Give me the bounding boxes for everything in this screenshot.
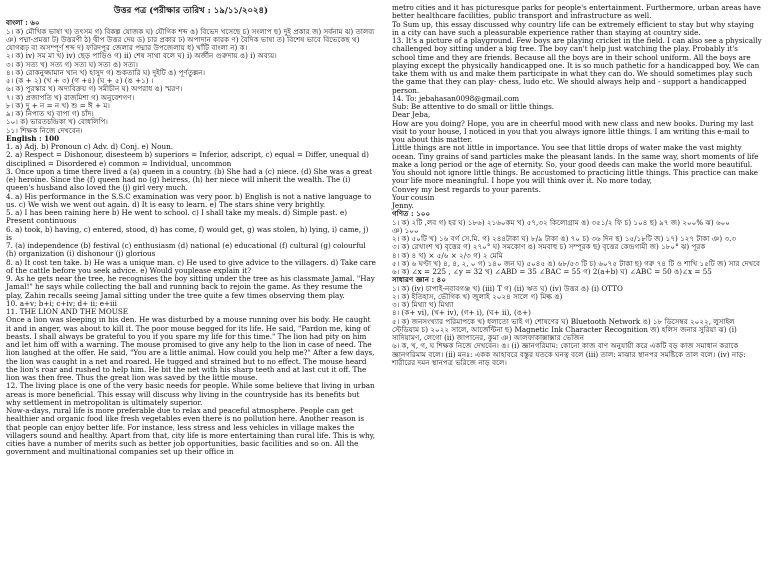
bangla-line: ৭। ক) প্রজাপতি খ) রাজমিশা গ) অনুবেশগণ। — [6, 92, 135, 102]
math-answers — [392, 219, 762, 277]
email-subject: Sub: Be attentive to do small or little things. — [392, 102, 555, 111]
email-body: How are you doing? Hope, you are in cheerful mood with new class and new books. During my last visit to your house, I noticed in you that you always ignore little things. I am writing this e-mail to you about this matter. — [392, 118, 754, 144]
gk-line: ৪। (ক+ vi), (খ+ iv), (গ+ i), (ঘ+ ii), (ঙ+) — [392, 308, 531, 318]
english-line: 13. It's a picture of a playground. Few boys are playing cricket in the field. I can also see a physically challenged boy sitting under a big tree. The boy can't help just watching the play. Probably it's school time and they are friends. Because all the boys are in their school uniform. All the boys are playing except the physically handicapped one. It is so much pathetic for a handicapped boy. We can take them with us and make them participate in what they can do. We should sometimes play such the game that they can play- chess, ludo etc. We should always help and - support a handicapped person. — [392, 36, 762, 95]
english-line: 4. a) His performance in the S.S.C examination was very poor. b) English is not a native language to us. c) We wish we went out again. d) It is easy to learn. e) The stars shine very brightly. — [6, 191, 372, 209]
english-line: 8. a) It cost ten take. b) He was a unique man. c) He used to give advice to the villagers. d) Take care of the cattle before you seek advice. e) Would youplease explain it? — [6, 257, 376, 275]
gk-line: ৩। ক) মিথ্যা খ) মিথ্যা — [392, 300, 454, 309]
english-line: 9. As he gets near the tree, he recognises the boy sitting under the tree as his classmate Jamal. "Hay Jamal!" he says while collecting the ball and running back to rejoin the game. As they resume the play, Zahin recalls seeing Jamal sitting under the tree quite a few times observing them play. — [6, 274, 375, 300]
email-body: Little things are not little in importance. You see that little drops of water make the vast mighty ocean. Tiny grains of sand particles make the pleasant lands. In the same way, short moments of life make a long period or the age of eternity. So, your good deeds can make the world more beautiful. You should not ignore little things. Be accustomed to practicing little things. This practice can make your life more meaningful. I hope you will think over it. No more today, — [392, 143, 759, 186]
email-signature: Jenny. — [392, 201, 414, 210]
gk-line: ৫। ক) জনসংখ্যার পরিমাপকে খ) ধলাতো ভাই গ) শোষণের ঘ) Bluetooth Network ঙ) ১৮ ডিসেম্বর ২০২২, লুসাইল স্টেডিয়াম চ) ২০২২ সালে, আর্জেন্টিনা ছ) Magnetic Ink Character Recognition জ) হলিস জনার সুরিয়া ঝ) (i) সাদিয়ামণ, লেগো (ii) জাপানের, কুমা ঞ) আলফাকাক্সাক্সার ভেজিন — [392, 316, 737, 342]
gk-line: ৬। ক, খ, গ, ঘ শিক্ষক নিজে দেখবেন। ঙ। (i) জ্ঞানগরিমাম: কোনো কাজ বাণ অনুযায়ী করে একটি বড় কাজ সমাধান করাকে জ্ঞানগরিমাম বলে। (ii) মনঃ: একক আহাবরে বস্তুর যতকে ঘনত্ব বলে (iii) তাল: মাঝার স্থানপর সমষ্টিকে তাল বলে। (iv) নাড়: শারীরের দমন স্থানপত্র ভরিজে নাড় বলে। — [392, 341, 746, 367]
bangla-line: ৮। ক) দু + ন = ন খ) শু = ঈ + ম। — [6, 100, 110, 110]
bangla-line: ৯। ক) নিপাত খ) বাপা গ) চাঁদ। — [6, 109, 94, 118]
english-line: 1. a) Adj. b) Pronoun c) Adv. d) Conj. e) Noun. — [6, 142, 174, 151]
english-line: 6. a) took, b) having, c) entered, stood, d) has come, f) would get, g) was stolen, h) lying, i) came, j) is — [6, 224, 369, 242]
bangla-answers — [6, 28, 376, 135]
english-line: 10. a+v; b+i; c+iv; d+ ii; e+iii — [6, 298, 117, 308]
math-line: ৫। ক) ৬ ঘণ্টা খ) ৪, ৪, ২, ০ গ) ১৪০ জন ঘ) ৫০৪৫ ঙ) ৬৮/৫৩ টি চ) ৬০৭৫ টাকা ছ) গরু ৭৪ টি ও শাখি ১৫টি জ) সার দেখবে — [392, 258, 761, 268]
bangla-line: ১০। ক) ভারতচন্দ্রিকা খ) বোধলিপি। — [6, 117, 108, 127]
page-title: উত্তর পত্র (পরীক্ষার তারিখ : ১৯/১১/২০২৪) — [113, 6, 269, 16]
english-line: 3. Once upon a time there lived a (a) queen in a country. (b) She had a (c) niece. (d) She was a great (e) heroine. Since the (f) queen had no (g) heiress, (h) her niece will inherit the wealth. The (i) queen's husband also loved the (j) girl very much. — [6, 166, 373, 193]
math-line: ঞ) ১০০ — [392, 225, 419, 235]
bangla-heading: বাংলা : ৬০ — [6, 18, 40, 28]
english-answers — [6, 143, 376, 457]
english-line: To Sum up, this essay discussed why country life can be extremely efficient to stay but why staying in a city can have such a pleasurable experience rather than staying at country side. — [392, 19, 754, 37]
english-line: 12. The living place is one of the very basic needs for people. While some believe that living in urban areas is more beneficial. This essay will discuss why living in the countryside has its benefits but why settlement in metropolitan is ultimately superior. — [6, 381, 375, 407]
math-line: ২। ক) ৫০টি খ) ১৬ বর্গ সে.মি. গ) ২৪৪টাকা ঘ) ৮/৯ টাকা ঙ) ৭০ চ) ৩৬ দিন ছ) ১৫/১৮টি জ) ১৭) ১২৭ টাকা ঞ) ৩.৩ — [392, 234, 737, 243]
bangla-line: ৪। ক) রোকনুজ্জামান খান খ) হাসুদ গ) শুকতারি ঘ) দুইটি ঙ) পূর্ণতুল্লন। — [6, 67, 206, 77]
right-column — [392, 4, 762, 367]
email-to: 14. To: jebahasan0098@gmail.com — [392, 93, 520, 103]
bangla-line: ১। ক) মৌখিক ভাষা খ) তৎসম গ) বিকল্প যোজক ঘ) যৌগিক শব্দ ঙ) বিভেদ খসেছে চ) সংলাপ ছ) দুই প্রকার জ) সর্বনাম ঝ) তালব্য ঞ) পদ্মা-প্রমত্তা ট) উত্তরণী ঠ) দ্বীপ উত্তর দেয় ড) চার প্রকার ঢ) অপাদান কারক ণ) বৈদিক ভাষা ত) বিশেষ ভাবে বিভেকেছ থ) যোগরূঢ় বা অসম্পূর্ণ শব্দ দ) ফরিদপুর জেলার পদ্মার উপজেলায় ধ) খাঁটি বাংলা ন) ক। — [6, 26, 375, 52]
email-body: Convey my best regards to your parents. — [392, 184, 541, 194]
bangla-line: ৬। ক) পুরস্কার খ) অদ্যবিক্রয় গ) সমীচীন ঘ) অপরাধ ঙ) স্মরণ। — [6, 84, 183, 94]
english-continued — [392, 4, 762, 210]
bangla-line: ৩। ক) সত্য খ) সত্য গ) সত্য ঘ) সত্য ঙ) সত্য। — [6, 59, 138, 69]
gk-line: ১। ক) (iv) চাপাই-নবাবগঞ্জ খ) (iii) T গ) (ii) ঋত ঘ) (iv) উত্তর ঙ) (i) OTTO — [392, 283, 623, 293]
bangla-line: ২। ক) iv) সম মা খ) iv) ছেড় পাড়িও গ) ii) শেষ সাথা বলে ঘ) i) অর্জীন গুরুদায় ঙ) i) অব্যয়। — [6, 51, 277, 61]
english-line: Once a lion was sleeping in his den. He was disturbed by a mouse running over his body. He caught it and in anger, was about to kill it. The poor mouse begged for its life. He said, "Pardon me, king of beasts. I shall always be grateful to you if you spare my life for this time." The lion had pity on him and let him off with a warning. The mouse promised to give any help to the lion in case of need. The lion laughed at the offer. He said, "You are a little animal. How could you help me?" After a few days, the lion was caught in a net and roared. He tugged and strained but to no effect. The mouse heard the lion's roar and rushed to help him. He bit the net with his sharp teeth and at last cut it off. The lion was then free. Thus the great lion was saved by the little mouse. — [6, 315, 375, 382]
english-line: 7. (a) independence (b) festival (c) enthusiasm (d) national (e) educational (f) cultural (g) colourful (h) organization (i) dishonour (j) glorious — [6, 241, 366, 259]
english-line: 2. a) Respect = Dishonour, disesteem b) superiors = Inferior, adscript, c) equal = Differ, unequal d) disciplined = Disordered e) common = Individual, uncommon — [6, 150, 369, 168]
english-heading: English : 100 — [6, 133, 60, 143]
gk-heading: সাধারণ জ্ঞান : ৪০ — [392, 275, 446, 285]
math-line: ৩। ক) রেখাংশ খ) বৃত্তের গ) ২৭০° ঘ) সমকোণ ঙ) সমবাহু চ) সম্পূরক ছ) বৃত্তের কেন্দ্রগামী জ) ১৮০° ঝ) পূরক — [392, 242, 706, 252]
english-line: 11. THE LION AND THE MOUSE — [6, 307, 128, 316]
english-line: 5. a) I has been raining here b) He went to school. c) I shall take my meals. d) Simple past. e) Present continuous — [6, 208, 348, 226]
bangla-line: ৫। (ক + ২) (খ + ৩) (গ +৪) (ঘ + ৫) (ঙ +১) । — [6, 76, 154, 85]
math-line: ১। ক) ২টি ,লব গ) হর ঘ) ১৮৬) ২১৬০কম খ) ৫৭,৩২ কিলোগ্রাম ঙ) ৩৫১/২ ফি চ) ১০৪ ছ) ৯৭ জ) ২০০% ঝ) ৬০০ — [392, 217, 730, 227]
math-line: ৬। ক) ∠x = 225 , ∠y = 32 খ) ∠ABD = 35 ∠BAC = 55 গ) 2(a+b) ঘ) ∠ABC = 50 ঙ)∠x = 55 — [392, 267, 712, 276]
email-signoff: Your cousin — [392, 192, 435, 202]
gk-line: ২। ক) ইতিহাস, ভৌগিক খ) জুলাই ২০২৪ সালে গ) মিল্ক ঙ) — [392, 291, 563, 301]
left-column — [6, 4, 376, 457]
bangla-line: ১১। শিক্ষক নিজে দেখবেন। — [6, 125, 83, 135]
math-line: ৪। ক) ৪ খ) × ৫/৬ × ২/৩ গ) ২ মেমি — [392, 250, 503, 260]
math-heading: গণিত : ১০০ — [392, 209, 431, 219]
english-line: metro cities and it has picturesque parks for people's entertainment. Furthermore, urban areas have better healthcare facilities, public transport and infrastructure as well. — [392, 3, 761, 21]
gk-answers — [392, 285, 762, 368]
english-line: Now-a-days, rural life is more preferable due to relax and peaceful atmosphere. People can get healthier and organic food like fresh vegetables even there is no pollution here. Another reason is that people can enjoy better life. For instance, less stress and less vehicles in village makes the villagers sound and healthy. Apart from that, city life is more entertaining than rural life. This is why, cities have a number of merits such as better job opportunities, basic facilities and so on. All the government and multinational companies set up their office in — [6, 406, 376, 457]
email-greeting: Dear Jeba, — [392, 110, 431, 120]
